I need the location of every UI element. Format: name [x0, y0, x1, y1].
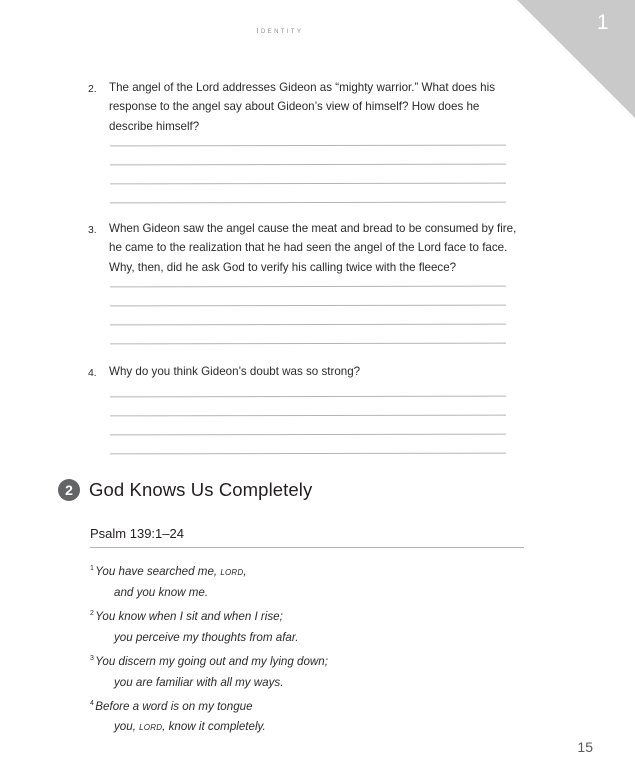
- scripture-text: you,: [114, 720, 140, 734]
- question-block-4: [88, 362, 518, 383]
- scripture-line: [90, 558, 510, 582]
- scripture-passage: [90, 558, 510, 737]
- scripture-line: [90, 603, 510, 627]
- answer-line[interactable]: [110, 324, 506, 326]
- scripture-line: [90, 716, 510, 737]
- answer-line[interactable]: [110, 145, 506, 147]
- scripture-line: [90, 648, 510, 672]
- chapter-corner-tab: [517, 0, 635, 118]
- answer-line[interactable]: [110, 415, 506, 417]
- section-title: God Knows Us Completely: [89, 479, 313, 500]
- scripture-line: [90, 672, 510, 693]
- question-item: [88, 362, 518, 383]
- answer-lines-4[interactable]: [110, 396, 506, 454]
- verse-number: 1: [90, 565, 95, 572]
- scripture-text: You know when I sit and when I rise;: [95, 609, 283, 623]
- answer-lines-2[interactable]: [110, 145, 506, 203]
- question-item: [88, 219, 518, 277]
- answer-line[interactable]: [110, 396, 506, 398]
- answer-line[interactable]: [110, 434, 506, 436]
- section-number-badge: 2: [58, 479, 80, 501]
- section-heading: [58, 479, 312, 501]
- question-number: 3.: [88, 224, 97, 236]
- scripture-text: You discern my going out and my lying down;: [95, 654, 328, 668]
- running-head: identity: [256, 25, 304, 36]
- page-number: 15: [577, 739, 593, 755]
- verse-number: 4: [90, 699, 95, 707]
- question-number: 2.: [88, 83, 97, 95]
- answer-line[interactable]: [110, 183, 506, 185]
- answer-line[interactable]: [110, 202, 506, 204]
- scripture-line: [90, 693, 510, 717]
- divine-name: lord: [139, 720, 163, 734]
- divine-name: lord: [220, 564, 244, 578]
- corner-tab-triangle: [517, 0, 635, 118]
- question-text: Why do you think Gideon’s doubt was so strong?: [109, 365, 361, 378]
- scripture-text-tail: ,: [243, 564, 247, 578]
- question-item: [88, 78, 518, 136]
- passage-rule: [90, 547, 524, 548]
- answer-line[interactable]: [110, 286, 506, 288]
- scripture-text: you perceive my thoughts from afar.: [114, 630, 299, 644]
- answer-line[interactable]: [110, 453, 506, 455]
- scripture-line: [90, 627, 510, 648]
- verse-number: 3: [90, 654, 95, 662]
- passage-reference: Psalm 139:1–24: [90, 526, 184, 541]
- question-text: When Gideon saw the angel cause the meat and bread to be consumed by fire, he came to the realization that he had seen the angel of the Lord face to face. Why, then, did he ask God to verify his calling twice with the fleece?: [109, 222, 517, 274]
- answer-line[interactable]: [110, 343, 506, 345]
- question-number: 4.: [88, 367, 97, 379]
- scripture-text: and you know me.: [114, 585, 209, 599]
- corner-tab-number: 1: [596, 11, 609, 34]
- answer-line[interactable]: [110, 164, 506, 166]
- question-block-2: [88, 78, 518, 136]
- scripture-line: [90, 582, 510, 603]
- answer-line[interactable]: [110, 305, 506, 307]
- verse-number: 2: [90, 609, 95, 617]
- scripture-text: you are familiar with all my ways.: [114, 675, 284, 689]
- scripture-text-tail: , know it completely.: [162, 720, 266, 734]
- question-block-3: [88, 219, 518, 277]
- question-text: The angel of the Lord addresses Gideon as “mighty warrior.” What does his response to the angel say about Gideon’s view of himself? How does he describe himself?: [109, 81, 496, 133]
- answer-lines-3[interactable]: [110, 286, 506, 344]
- scripture-text: Before a word is on my tongue: [95, 699, 253, 713]
- scripture-text: You have searched me,: [95, 564, 221, 578]
